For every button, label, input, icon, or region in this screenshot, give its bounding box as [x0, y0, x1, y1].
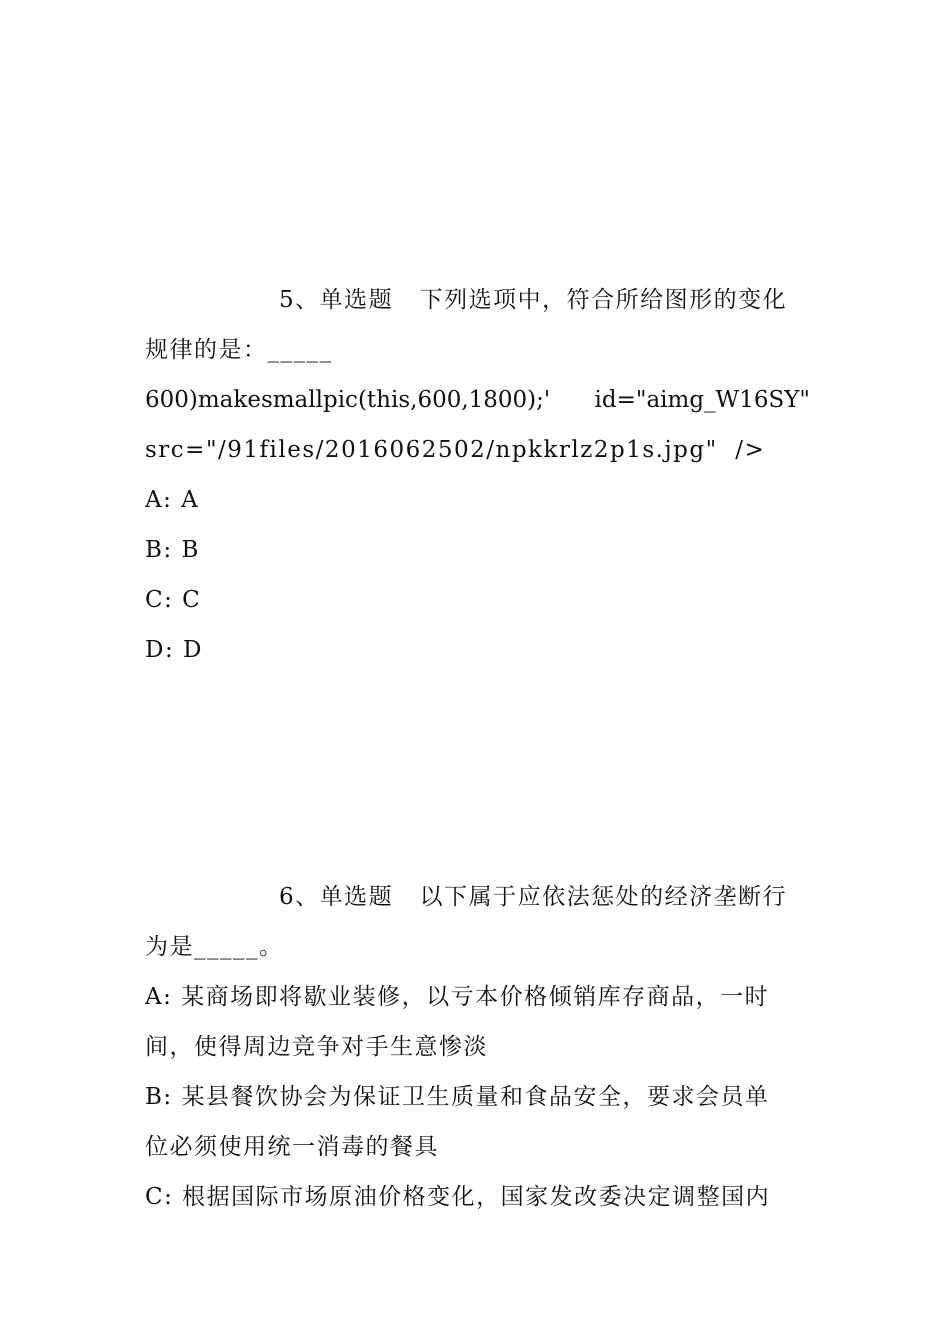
q5-option-c: C: C: [145, 587, 202, 613]
q5-option-d: D: D: [145, 637, 203, 663]
q6-stem-line-2: 为是_____。: [145, 934, 284, 960]
q5-code-line-2: src="/91files/2016062502/npkkrlz2p1s.jpg" />: [145, 437, 766, 463]
q5-option-b: B: B: [145, 537, 200, 563]
q6-option-a-line-2: 间，使得周边竞争对手生意惨淡: [145, 1034, 488, 1060]
q5-stem-line-1: 5、单选题 下列选项中，符合所给图形的变化: [279, 287, 788, 313]
q6-stem-line-1: 6、单选题 以下属于应依法惩处的经济垄断行: [279, 884, 788, 910]
q5-code-fragment-a: 600)makesmallpic(this,600,1800);': [145, 387, 551, 413]
q5-option-a: A: A: [145, 487, 200, 513]
q5-stem-line-2: 规律的是：_____: [145, 337, 333, 363]
q5-code-line-1: [145, 385, 810, 415]
q6-option-b-line-1: B: 某县餐饮协会为保证卫生质量和食品安全，要求会员单: [145, 1084, 770, 1110]
q6-option-a-line-1: A: 某商场即将歇业装修，以亏本价格倾销库存商品，一时: [145, 984, 770, 1010]
q6-option-c-line-1: C: 根据国际市场原油价格变化，国家发改委决定调整国内: [145, 1184, 771, 1210]
q5-code-fragment-b: id="aimg_W16SY": [594, 387, 810, 413]
q6-option-b-line-2: 位必须使用统一消毒的餐具: [145, 1134, 439, 1160]
